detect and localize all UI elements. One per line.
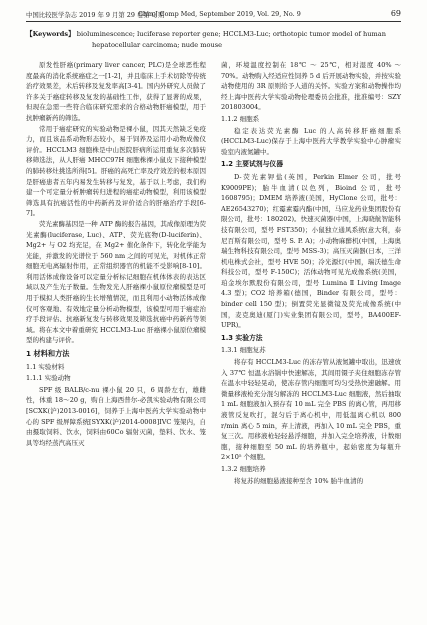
cell-recovery-paragraph: 将存有 HCCLM3-Luc 的冻存管从液氮罐中取出，迅速放入 37℃ 恒温水浴锅中快速解冻，其间用镊子夹住细胞冻存管在温水中轻轻晃动，使冻存管内细胞可均匀受热快速融解。用微量移液枪充分混匀解冻的 HCCLM3-Luc 细胞液，然后抽取 1 mL 细胞液加入预存有 10 mL 完全 PBS 的离心管，再用移液管反复吹打，混匀后于离心机中，用低温离心机以 800 r/min 离心 5 min，弃上清液，再加入 10 mL 完全 PBS，重复三次。用移液枪轻轻悬浮细胞，并加入完全培养液，计数细胞，接种细胞至 50 mL 的培养瓶中，起始密度为每瓶升 2×10⁵ 个细胞。 xyxy=(221,358,401,462)
section-heading-materials-methods: 1 材料和方法 xyxy=(26,349,70,359)
page-number: 69 xyxy=(390,9,401,18)
cell-line-paragraph: 稳定表达荧光素酶 Luc 的人高转移肝癌细胞系(HCCLM3-Luc)保存于上海中医药大学教学实验中心肿瘤实验室内液氮罐中。 xyxy=(221,126,401,156)
subsection-heading-animals: 1.1.1 实验动物 xyxy=(26,374,71,383)
keywords-line-1: bioluminescence; luciferase reporter gene; HCCLM3-Luc; orthotopic tumor model of human xyxy=(76,30,386,38)
subsection-heading-methods: 1.3 实验方法 xyxy=(221,333,263,342)
cell-culture-paragraph: 将复苏的细胞悬液接种至含 10% 胎牛血清的 xyxy=(234,476,364,485)
animals-paragraph: SPF 级 BALB/c-nu 裸小鼠 20 只，6 周龄左右，雄雌性，体重 18～20 g，购自上海西普尔-必凯实验动物有限公司[SCXK(沪)2013-0016]，饲养于上海中医药大学实验动物中心的 SPF 级屏障系统[SYXK(沪)2014-0008]IVC 笼架内，自由摄取饲料、饮水，饲料由60Co 辐射灭菌，垫料、饮水、笼具等均经蒸汽高压灭 xyxy=(26,385,206,447)
subsection-heading-cell-culture: 1.3.2 细胞培养 xyxy=(221,464,266,473)
intro-paragraph-1: 原发性肝癌(primary liver cancer, PLC)是全球恶性程度最高的消化系统癌症之一[1-2]，并且临床上手术切除等传统治疗效果差，术后转移及复发率高[3-4]。国内外研究人员做了许多关于癌症转移及复发的基础性工作，获得了显著的成果，但现在急需一些符合临床研究需求的合格动物肝癌模型，用于抗肿瘤新药的筛选。 xyxy=(26,61,206,122)
intro-paragraph-2: 常用于癌症研究的实验动物是裸小鼠，因其天然缺乏免疫力，而且该品系动物形态较小，易于饲养及运用小动物成像仪评价。HCCLM3 细胞株是中山医院肝病所运用重复多次肺转移筛选法，从人肝癌 MHCC97H 细胞株裸小鼠皮下接种模型的肺转移灶挑选所得[5]。肝癌的高死亡率及疗效差的根本原因是肝癌患者五年内易发生转移与复发，基于以上考虑，我们构建一个可定量分析肿瘤转归进程的癌症动物模型，利用该模型筛选具有抗癌活性的中药新药及评价适合的肝癌治疗手段[6-7]。 xyxy=(26,124,206,218)
keywords-line-2: hepatocellular carcinoma; nude mouse xyxy=(92,40,223,49)
intro-paragraph-3: 荧光素酶基因是一种 ATP 酶的报告基因，其成像原理为荧光素酶(luciferase, Luc)、ATP、荧光底物(D-luciferin)、Mg2+ 与 O2 均充足，在 Mg2+ 催化条件下，转化化学能为光能，并激发的光谱位于 560 nm 之间的可见光，对机体正常细胞无电离辐射作用，正常组织器官的机能不受影响[8-10]。利用活体成像设备可以定量分析标记细胞在机体体表的表达区域以及产生光子数量。生物发光人肝癌裸小鼠原位瘤模型是可用于模拟人类肝癌的生长增殖情况，而且利用小动物活体成像仪可客观地、有效地定量分析动物模型，该模型可用于癌症治疗手段评估、抗癌新复发与转移效果及筛选抗癌中药新药等领域。将在本文中着重研究 HCCLM3-Luc 肝癌裸小鼠原位瘤模型的构建与评价。 xyxy=(26,219,206,345)
reagents-paragraph: D-荧光素钾盐(英国，Perkin Elmer 公司，批号 K9009PE)；胎牛血清(以色列，Bioind 公司，批号 1608795)；DMEM 培养液(美国，HyClone 公司，批号：AE26543270)；红霉素霉内酯(中国，马应龙药业集团股份有限公司，批号：180202)。快速灭菌器(中国，上海晓航智能科技有限公司，型号 FST350)；小鼠独立通风系统(意大利，泰尼百斯有限公司，型号 S. P. A)；小动物麻醉机(中国，上海奥瑞生物科技有限公司，型号 MSS-3)；高压灭菌器(日本，三洋机电株式会社，型号 HVE 50)；冷光源灯(中国，瑞沃德生命科技公司，型号 F-150C)；活体动物可见光成像系统(美国，珀金埃尔默股份有限公司，型号 Lumina Ⅱ Living Image 4.3 型)；CO2 培养箱(德国，Binder 有限公司，型号：binder cell 150 型)；倒置荧光显微镜及荧光成像系统(中国，麦克奥迪(厦门)实业集团有限公司，型号，BA400EF-UPR)。 xyxy=(221,172,401,330)
subsection-heading-cell-recovery: 1.3.1 细胞复苏 xyxy=(221,346,266,355)
subsection-heading-materials: 1.1 实验材料 xyxy=(26,362,65,371)
subsection-heading-cell-line: 1.1.2 细胞系 xyxy=(221,114,260,123)
running-header xyxy=(26,10,401,22)
journal-name-cn: 中国比较医学杂志 2019 年 9 月第 29 卷第 9 期 xyxy=(26,11,165,19)
left-column xyxy=(26,60,206,448)
animals-paragraph-continued: 菌，环境温度控制在 18℃ ～ 25℃，相对湿度 40% ～ 70%。动物购入经适应性饲养 5 d 后开展动物实验，并按实验动物使用的 3R 原则给予人道的关怀。实验方案和动物操作均经上海中医药大学实验动物伦理委员会批准，批准编号：SZY 201803004。 xyxy=(221,61,401,112)
right-column xyxy=(221,60,401,486)
keywords-block xyxy=(26,29,401,50)
subsection-heading-reagents: 1.2 主要试剂与仪器 xyxy=(221,160,283,169)
journal-name-en: Chin J Comp Med, September 2019, Vol. 29, No. 9 xyxy=(138,10,301,18)
keywords-label: 【Keywords】 xyxy=(26,30,75,38)
